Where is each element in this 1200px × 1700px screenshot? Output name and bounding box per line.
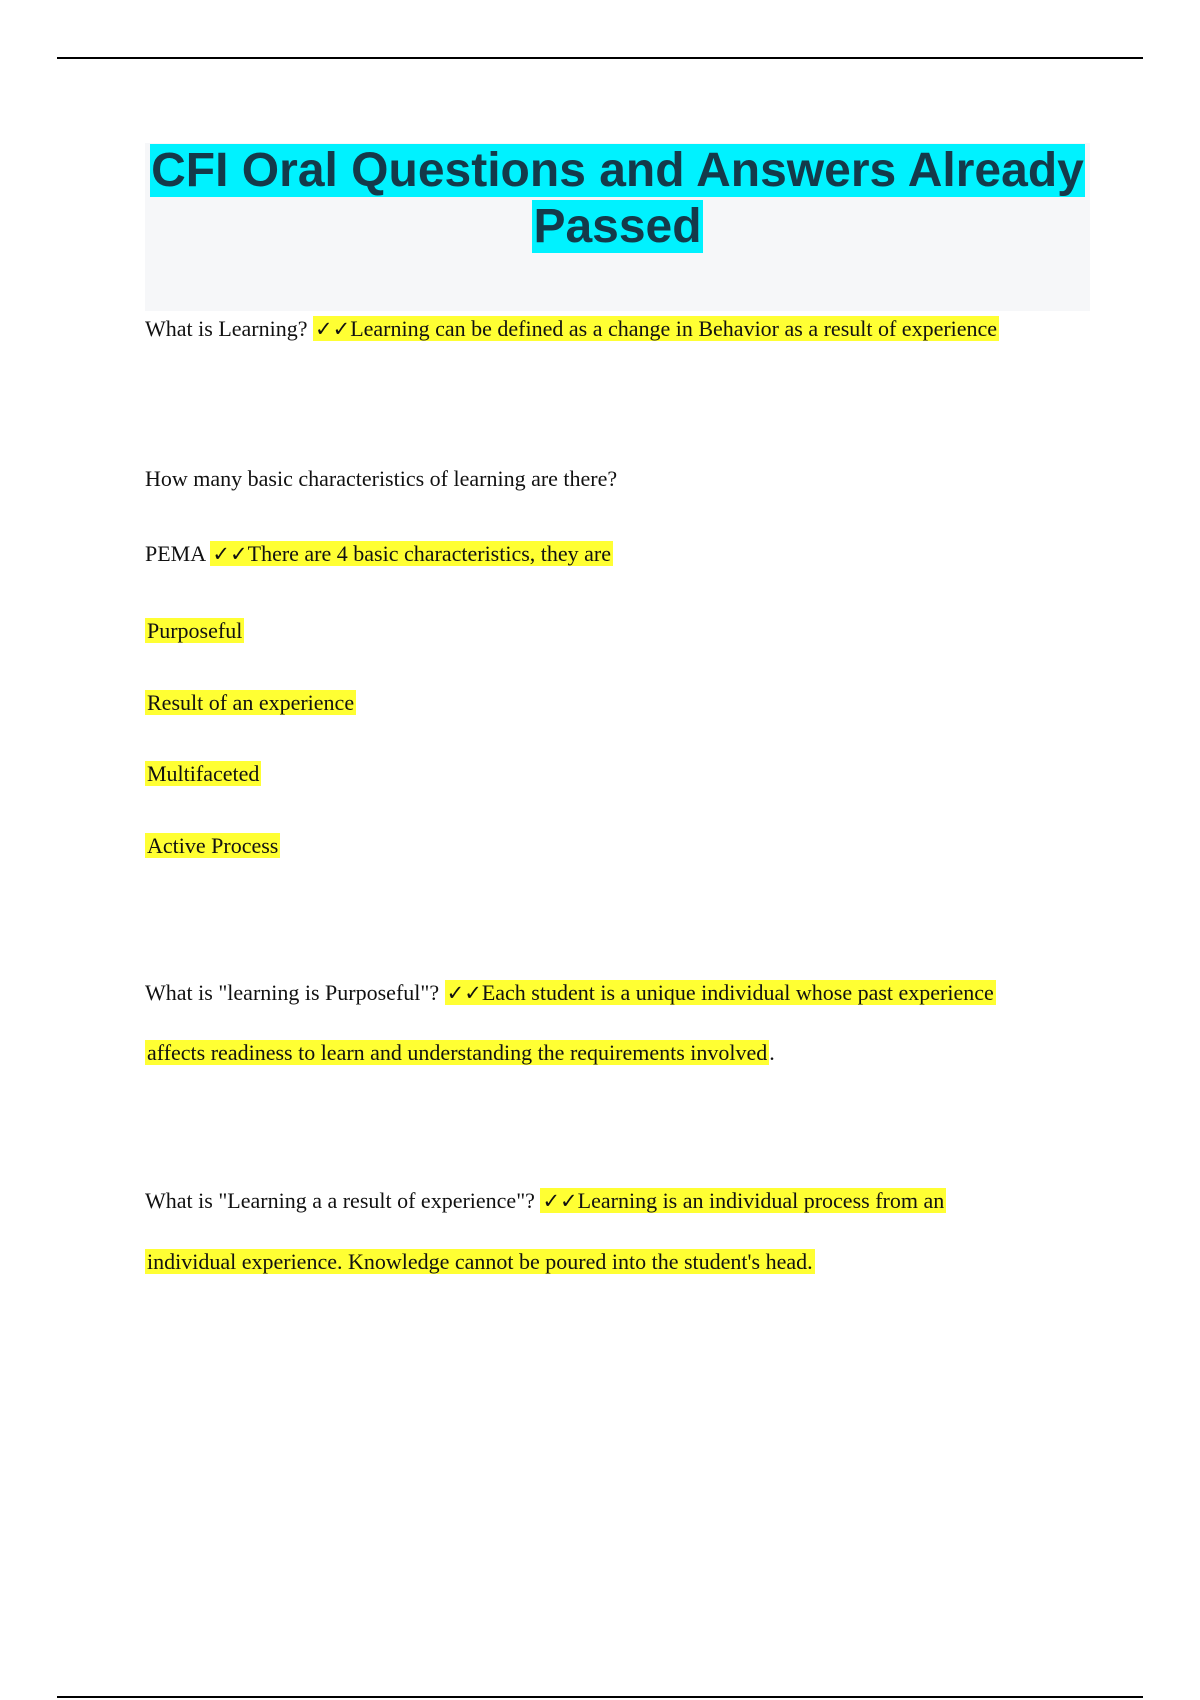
qa2-answer — [210, 541, 613, 566]
qa3-answer-text-2: affects readiness to learn and understanding the requirements involved — [147, 1040, 768, 1065]
qa4-answer — [540, 1188, 946, 1213]
qa3-answer — [445, 980, 996, 1005]
qa2-question: How many basic characteristics of learning are there? — [145, 466, 618, 491]
qa1-line — [145, 314, 999, 344]
qa4-question: What is "Learning a a result of experience"? — [145, 1188, 541, 1213]
check-icon: ✓✓ — [315, 317, 351, 341]
check-icon: ✓✓ — [542, 1189, 578, 1213]
list-item-text: Active Process — [147, 833, 279, 858]
list-item — [145, 759, 261, 789]
bottom-rule — [57, 1696, 1143, 1698]
list-item-text: Multifaceted — [147, 761, 260, 786]
list-item — [145, 688, 356, 718]
qa4-answer-text-2: individual experience. Knowledge cannot be poured into the student's head. — [147, 1249, 813, 1274]
qa3-answer-tail: . — [769, 1040, 775, 1065]
qa3-line1 — [145, 978, 996, 1008]
qa1-question: What is Learning? — [145, 316, 313, 341]
title-banner — [145, 143, 1090, 311]
qa4-answer-text-1: Learning is an individual process from an — [577, 1188, 945, 1213]
qa2-answer-text: There are 4 basic characteristics, they are — [247, 541, 612, 566]
qa2-answer-line — [145, 539, 613, 569]
list-item — [145, 831, 280, 861]
title-highlight: CFI Oral Questions and Answers Already Passed — [151, 144, 1084, 253]
check-icon: ✓✓ — [212, 542, 248, 566]
list-item-text: Purposeful — [147, 618, 243, 643]
qa2-lead: PEMA — [145, 541, 211, 566]
list-item — [145, 616, 244, 646]
qa3-question: What is "learning is Purposeful"? — [145, 980, 445, 1005]
check-icon: ✓✓ — [446, 981, 482, 1005]
qa1-answer — [313, 316, 999, 341]
qa3-answer-text-1: Each student is a unique individual whose past experience — [481, 980, 994, 1005]
qa4-line1 — [145, 1186, 946, 1216]
document-title — [145, 143, 1090, 255]
qa1-answer-text: Learning can be defined as a change in Behavior as a result of experience — [350, 316, 998, 341]
top-rule — [57, 57, 1143, 59]
qa4-line2 — [145, 1247, 815, 1277]
list-item-text: Result of an experience — [147, 690, 355, 715]
qa3-line2 — [145, 1038, 775, 1068]
